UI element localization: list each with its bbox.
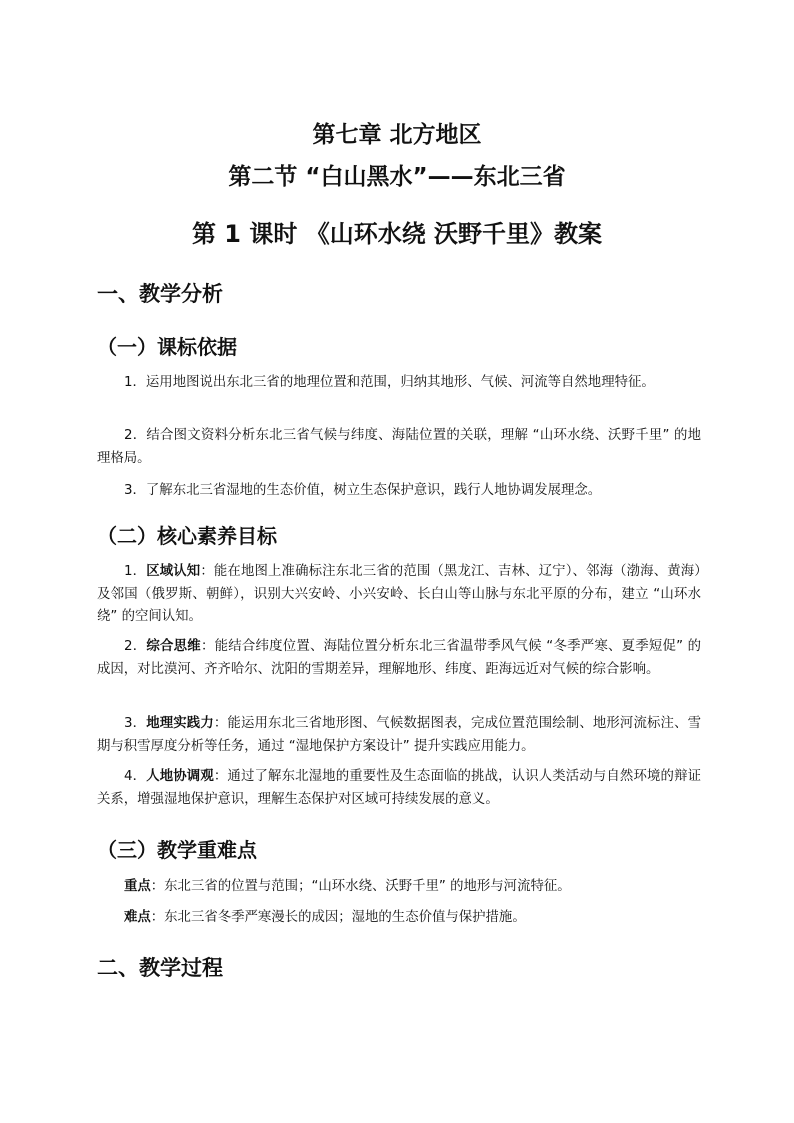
difficult-point: 难点：东北三省冬季严寒漫长的成因；湿地的生态价值与保护措施。: [124, 910, 526, 925]
standards-item-2: 2．结合图文资料分析东北三省气候与纬度、海陆位置的关联，理解 “山环水绕、沃野千里” 的地理格局。: [97, 428, 701, 466]
literacy-label-3: 地理实践力: [146, 716, 214, 731]
literacy-label-2: 综合思维: [146, 639, 201, 654]
literacy-item-1: 1．区域认知：能在地图上准确标注东北三省的范围（黑龙江、吉林、辽宁）、邻海（渤海、黄海）及邻国（俄罗斯、朝鲜），识别大兴安岭、小兴安岭、长白山等山脉与东北平原的分布，建立 “山环水绕” 的空间认知。: [97, 564, 702, 624]
section-title: 第二节 “白山黑水”——东北三省: [228, 164, 566, 190]
chapter-title: 第七章 北方地区: [312, 122, 482, 148]
difficult-point-label: 难点: [124, 910, 151, 925]
literacy-item-2: 2．综合思维：能结合纬度位置、海陆位置分析东北三省温带季风气候 “冬季严寒、夏季短促” 的成因，对比漠河、齐齐哈尔、沈阳的雪期差异，理解地形、纬度、距海远近对气候的综合影响。: [97, 639, 702, 677]
key-points-heading: （三）教学重难点: [97, 838, 257, 862]
key-point-label: 重点: [124, 879, 151, 894]
literacy-label-1: 区域认知: [146, 564, 201, 579]
literacy-label-4: 人地协调观: [146, 769, 214, 784]
lesson-title: 第 1 课时 《山环水绕 沃野千里》教案: [191, 220, 603, 248]
part1-heading: 一、教学分析: [97, 282, 223, 306]
part2-heading: 二、教学过程: [97, 956, 223, 980]
literacy-item-3: 3．地理实践力：能运用东北三省地形图、气候数据图表，完成位置范围绘制、地形河流标注、雪期与积雪厚度分析等任务，通过 “湿地保护方案设计” 提升实践应用能力。: [97, 716, 702, 754]
standards-heading: （一）课标依据: [97, 335, 237, 359]
standards-item-1: 1．运用地图说出东北三省的地理位置和范围，归纳其地形、气候、河流等自然地理特征。: [124, 375, 655, 390]
literacy-item-4: 4．人地协调观：通过了解东北湿地的重要性及生态面临的挑战，认识人类活动与自然环境的辩证关系，增强湿地保护意识，理解生态保护对区域可持续发展的意义。: [97, 769, 702, 807]
key-point: 重点：东北三省的位置与范围；“山环水绕、沃野千里” 的地形与河流特征。: [124, 879, 571, 894]
standards-item-3: 3．了解东北三省湿地的生态价值，树立生态保护意识，践行人地协调发展理念。: [124, 483, 602, 498]
literacy-heading: （二）核心素养目标: [97, 524, 277, 548]
